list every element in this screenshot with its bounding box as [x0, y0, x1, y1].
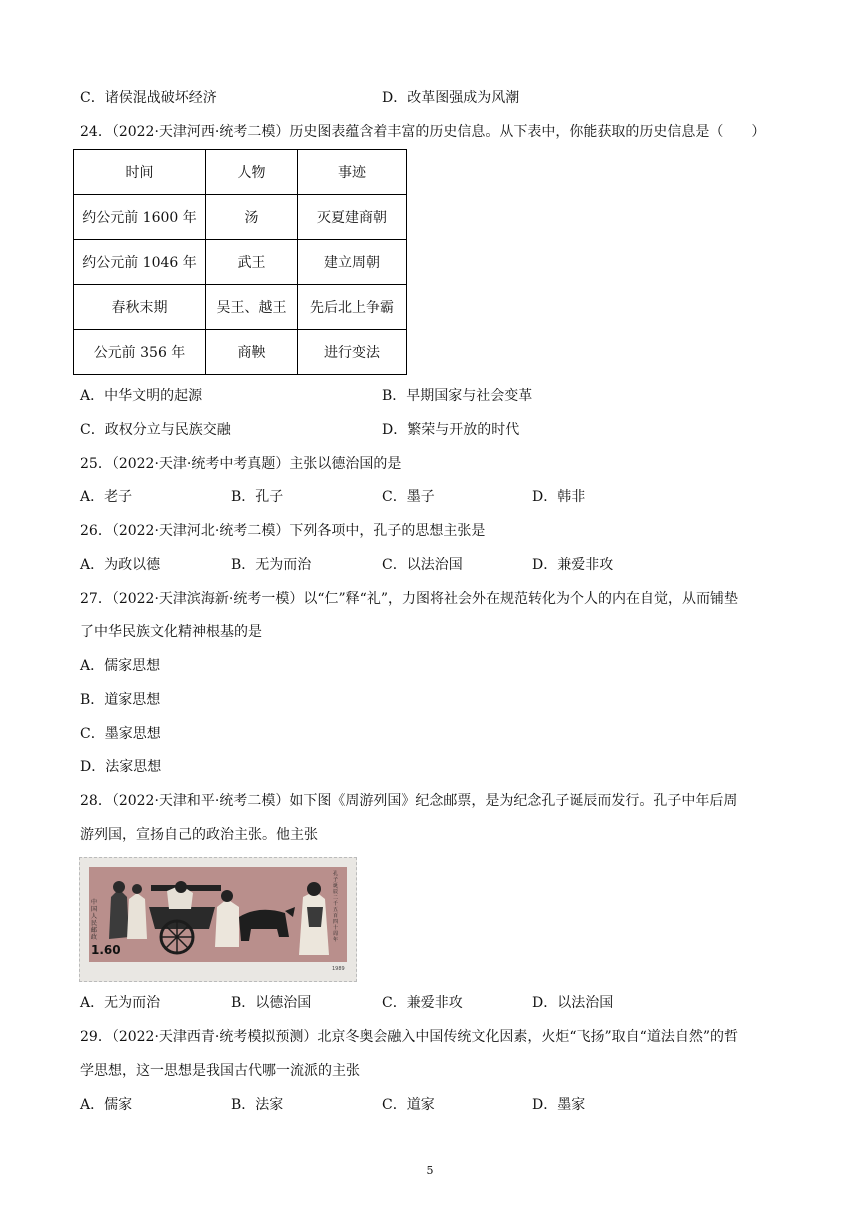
history-table: [73, 149, 407, 375]
table-cell: 汤: [206, 195, 298, 240]
table-cell: 约公元前 1600 年: [74, 195, 206, 240]
q26-option-c: C．以法治国: [382, 557, 463, 573]
table-cell: 先后北上争霸: [298, 285, 407, 330]
q25-option-a: A．老子: [80, 489, 133, 505]
q29-option-a: A．儒家: [80, 1097, 133, 1113]
q24-option-a: A．中华文明的起源: [80, 388, 203, 404]
q27-option-b: B．道家思想: [80, 692, 161, 708]
q28-option-c: C．兼爱非攻: [382, 995, 463, 1011]
table-cell: 建立周朝: [298, 240, 407, 285]
q29-stem-line1: 29．（2022·天津西青·统考模拟预测）北京冬奥会融入中国传统文化因素，火炬“飞扬”取自“道法自然”的哲: [80, 1029, 738, 1045]
q24-stem: 24．（2022·天津河西·统考二模）历史图表蕴含着丰富的历史信息。从下表中，你能获取的历史信息是（ ）: [80, 124, 766, 140]
q26-option-b: B．无为而治: [231, 557, 312, 573]
stamp-artwork: [89, 867, 347, 962]
table-cell: 春秋末期: [74, 285, 206, 330]
stamp-image: [79, 857, 357, 982]
q25-option-d: D．韩非: [532, 489, 586, 505]
q27-option-c: C．墨家思想: [80, 726, 161, 742]
q23-option-c: C．诸侯混战破坏经济: [80, 90, 217, 106]
table-row: [74, 330, 407, 375]
q24-option-d: D．繁荣与开放的时代: [382, 422, 520, 438]
table-header-row: [74, 150, 407, 195]
table-cell: 灭夏建商朝: [298, 195, 407, 240]
q29-option-d: D．墨家: [532, 1097, 586, 1113]
q26-option-d: D．兼爱非攻: [532, 557, 614, 573]
q24-option-b: B．早期国家与社会变革: [382, 388, 533, 404]
q25-stem: 25．（2022·天津·统考中考真题）主张以德治国的是: [80, 456, 402, 472]
stamp-left-text: 中国人民邮政: [91, 899, 98, 941]
q29-option-b: B．法家: [231, 1097, 284, 1113]
table-cell: 进行变法: [298, 330, 407, 375]
table-header-cell: 人物: [206, 150, 298, 195]
q26-stem: 26．（2022·天津河北·统考二模）下列各项中，孔子的思想主张是: [80, 523, 486, 539]
q23-option-d: D．改革图强成为风潮: [382, 90, 520, 106]
table-row: [74, 195, 407, 240]
q27-option-a: A．儒家思想: [80, 658, 161, 674]
table-row: [74, 240, 407, 285]
table-row: [74, 285, 407, 330]
page-number: 5: [426, 1164, 434, 1177]
table-cell: 商鞅: [206, 330, 298, 375]
q29-option-c: C．道家: [382, 1097, 435, 1113]
table-cell: 约公元前 1046 年: [74, 240, 206, 285]
travel-scene-illustration: [89, 867, 347, 962]
table-header-cell: 时间: [74, 150, 206, 195]
q27-stem-line2: 了中华民族文化精神根基的是: [80, 624, 262, 640]
stamp-year: 1989: [332, 966, 345, 972]
q27-stem-line1: 27．（2022·天津滨海新·统考一模）以“仁”释“礼”，力图将社会外在规范转化为个人的内在自觉，从而铺垫: [80, 591, 738, 607]
q25-option-c: C．墨子: [382, 489, 435, 505]
stamp-denomination: 1.60: [91, 943, 121, 957]
q24-option-c: C．政权分立与民族交融: [80, 422, 231, 438]
table-cell: 吴王、越王: [206, 285, 298, 330]
stamp-right-text: 孔子诞辰二千五百四十周年: [333, 871, 339, 943]
q26-option-a: A．为政以德: [80, 557, 161, 573]
q25-option-b: B．孔子: [231, 489, 284, 505]
q29-stem-line2: 学思想，这一思想是我国古代哪一流派的主张: [80, 1063, 360, 1079]
q28-option-a: A．无为而治: [80, 995, 161, 1011]
q28-option-b: B．以德治国: [231, 995, 312, 1011]
q28-stem-line1: 28．（2022·天津和平·统考二模）如下图《周游列国》纪念邮票，是为纪念孔子诞辰而发行。孔子中年后周: [80, 793, 738, 809]
table-cell: 武王: [206, 240, 298, 285]
table-cell: 公元前 356 年: [74, 330, 206, 375]
q28-option-d: D．以法治国: [532, 995, 614, 1011]
table-header-cell: 事迹: [298, 150, 407, 195]
q27-option-d: D．法家思想: [80, 759, 162, 775]
q28-stem-line2: 游列国，宣扬自己的政治主张。他主张: [80, 827, 318, 843]
